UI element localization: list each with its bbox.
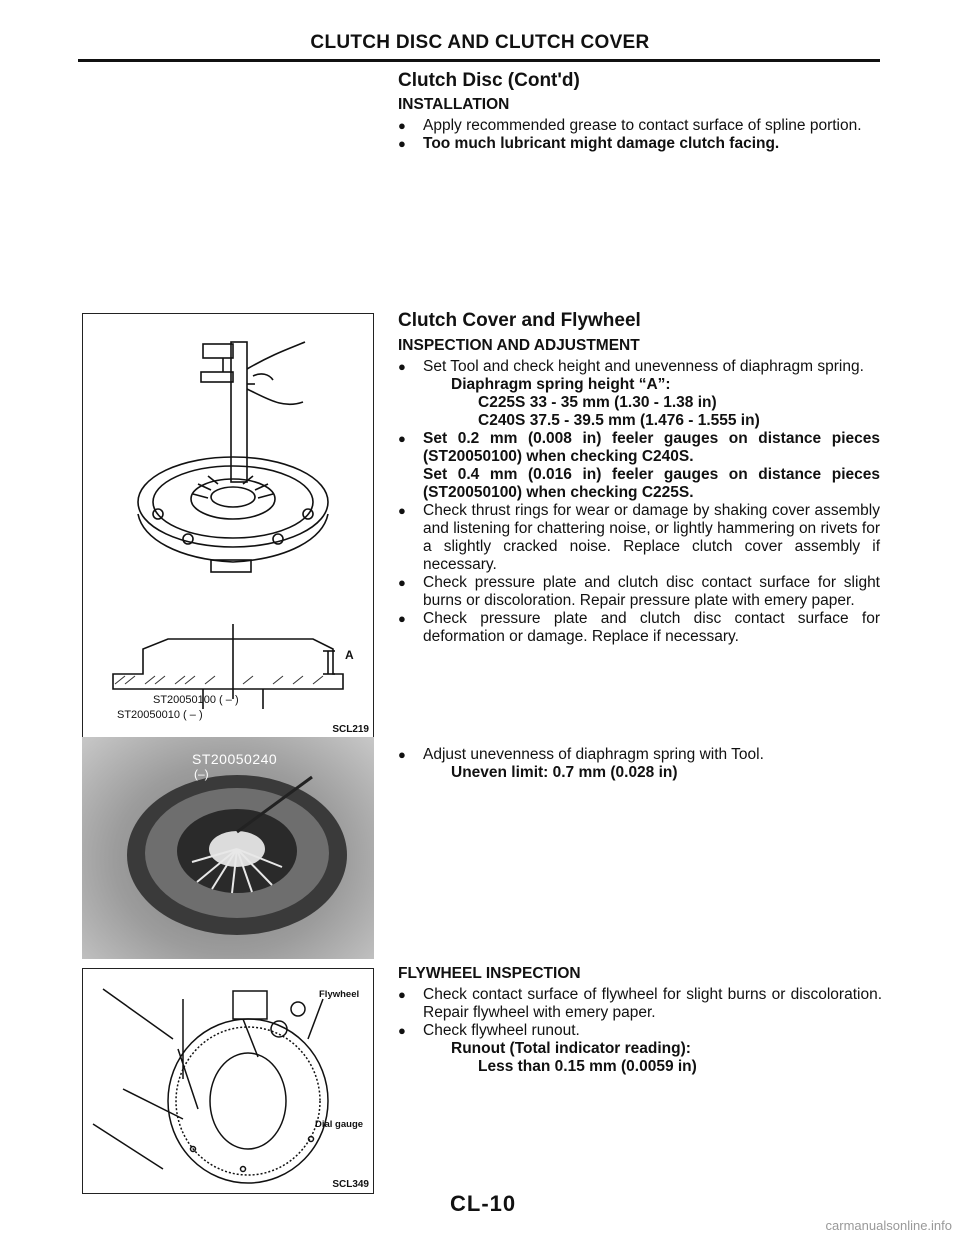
tool-sublabel: (–) [194,767,209,781]
section-title: Clutch Cover and Flywheel [398,310,641,331]
dial-gauge-label: Dial gauge [315,1119,364,1130]
clutch-cover-illustration [83,314,373,738]
section-title: FLYWHEEL INSPECTION [398,965,581,982]
spec-value: C225S 33 - 35 mm (1.30 - 1.38 in) [478,394,717,411]
dimension-label: A [345,648,354,662]
spec-label: Diaphragm spring height “A”: [451,376,671,393]
spec-label: Runout (Total indicator reading): [451,1040,691,1057]
page-header: CLUTCH DISC AND CLUTCH COVER [310,32,650,53]
list-item: ● Too much lubricant might damage clutch facing. [398,135,880,153]
list-item: ● Set 0.2 mm (0.008 in) feeler gauges on distance pieces (ST20050100) when checking C240S. Set 0.4 mm (0.016 in) feeler gauges on distance pieces (ST20050100) when checking C225S. [398,430,880,502]
adjust-section [398,746,880,782]
figure-photo-clutch-cover [82,737,374,959]
list-item: ● Set Tool and check height and unevenness of diaphragm spring. Diaphragm spring height “A”: C225S 33 - 35 mm (1.30 - 1.38 in) C240S 37.5 - 39.5 mm (1.476 - 1.555 in) [398,358,880,430]
watermark: carmanualsonline.info [825,1218,952,1233]
page-number: CL-10 [450,1191,517,1216]
flywheel-section [398,965,882,1076]
clutch-cover-section [398,310,880,646]
spec-value: C240S 37.5 - 39.5 mm (1.476 - 1.555 in) [478,412,760,429]
section-title: Clutch Disc (Cont'd) [398,70,580,91]
list-item: ● Check pressure plate and clutch disc contact surface for deformation or damage. Replace if necessary. [398,610,880,646]
list-item: ● Adjust unevenness of diaphragm spring with Tool. Uneven limit: 0.7 mm (0.028 in) [398,746,880,782]
list-item: ● Check pressure plate and clutch disc contact surface for slight burns or discoloration. Repair pressure plate with emery paper. [398,574,880,610]
header-rule [78,59,880,62]
list-item: ● Apply recommended grease to contact surface of spline portion. [398,117,880,135]
figure-code: SCL349 [332,1179,369,1190]
clutch-disc-section [398,70,880,153]
flywheel-label: Flywheel [319,989,360,1000]
list-item: ● Check contact surface of flywheel for slight burns or discoloration. Repair flywheel with emery paper. [398,986,882,1022]
bullet-list [398,986,882,1076]
figure-flywheel-runout [82,968,374,1194]
section-subtitle: INSTALLATION [398,96,510,113]
bullet-list [398,117,880,153]
spec-value: Uneven limit: 0.7 mm (0.028 in) [451,764,678,781]
tool-label: ST20050100 ( – ) [153,694,239,706]
bullet-list [398,746,880,782]
tool-label: ST20050010 ( – ) [117,709,203,721]
list-item: ● Check thrust rings for wear or damage by shaking cover assembly and listening for chattering noise, or lightly hammering on rivets for a slightly cracked noise. Replace clutch cover assembly if necessary. [398,502,880,574]
spec-value: Less than 0.15 mm (0.0059 in) [478,1058,697,1075]
figure-code: SCL219 [332,724,369,735]
figure-clutch-cover-measurement [82,313,374,739]
clutch-photo-illustration [82,737,374,959]
section-subtitle: INSPECTION AND ADJUSTMENT [398,337,640,354]
tool-label: ST20050240 [192,751,278,767]
list-item: ● Check flywheel runout. Runout (Total indicator reading): Less than 0.15 mm (0.0059 in) [398,1022,882,1076]
flywheel-illustration [83,969,373,1193]
bullet-list [398,358,880,646]
